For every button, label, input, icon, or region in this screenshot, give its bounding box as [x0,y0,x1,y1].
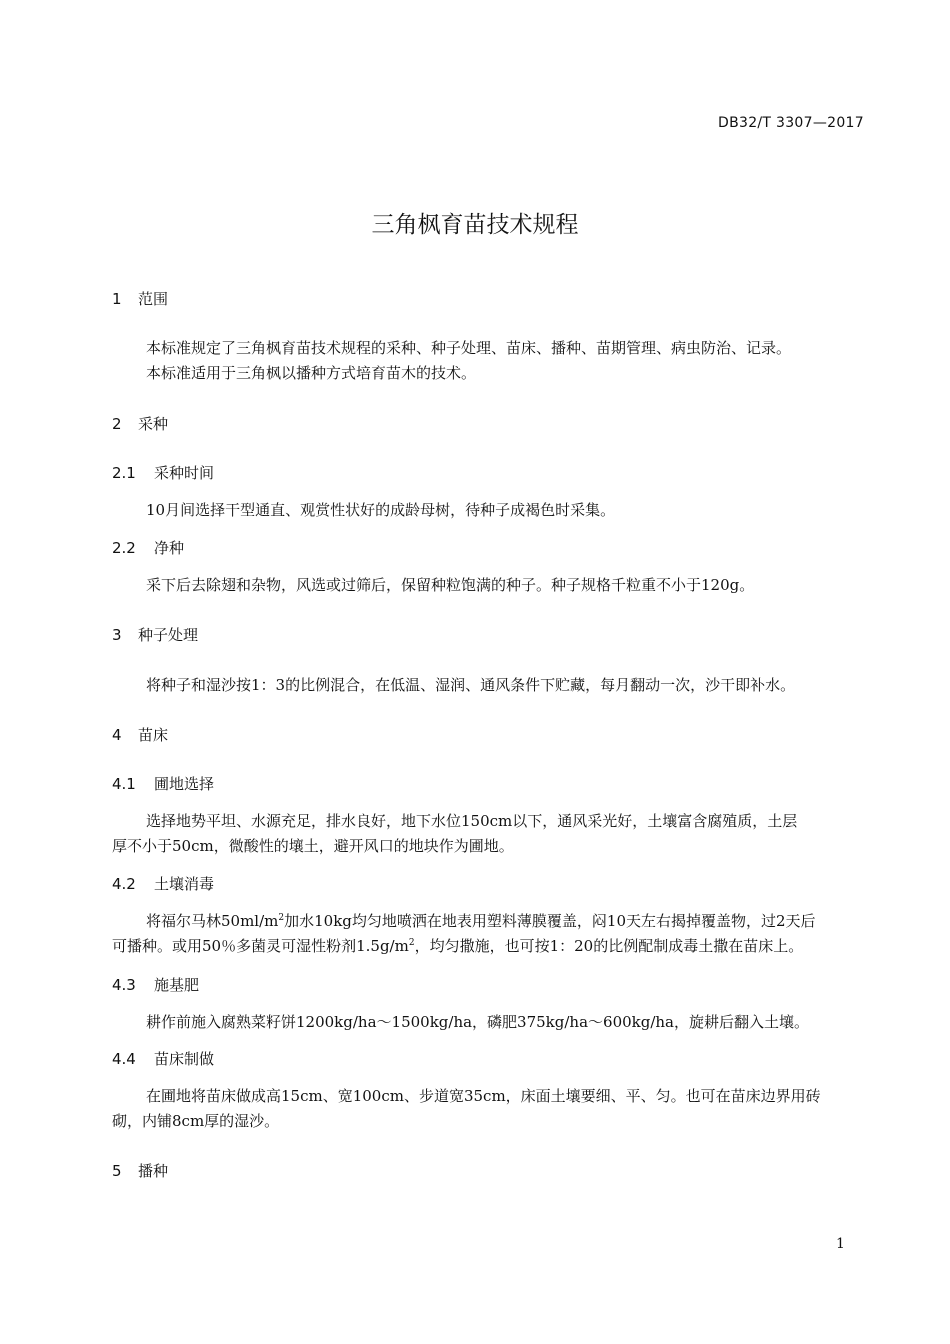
section-title: 圃地选择 [154,775,215,793]
paragraph-line: 选择地势平坦、水源充足，排水良好，地下水位150cm以下，通风采光好，土壤富含腐殖质，土层 [146,812,798,830]
section-title: 采种 [138,415,169,433]
section-number: 4 [112,726,122,744]
section-2-2-heading [112,537,184,558]
section-title: 范围 [138,290,169,308]
section-2-heading [112,413,168,434]
section-4-4-heading [112,1048,214,1069]
paragraph: 采下后去除翅和杂物，风选或过筛后，保留种粒饱满的种子。种子规格千粒重不小于120g。 [146,576,755,594]
page-number: 1 [836,1236,845,1252]
paragraph: 本标准适用于三角枫以播种方式培育苗木的技术。 [146,364,477,382]
superscript: 2 [278,913,285,923]
paragraph: 耕作前施入腐熟菜籽饼1200kg/ha～1500kg/ha，磷肥375kg/ha～600kg/ha，旋耕后翻入土壤。 [146,1013,810,1031]
section-4-1-heading [112,773,214,794]
paragraph-line [112,934,858,959]
section-number: 2.2 [112,539,136,557]
section-number: 4.4 [112,1050,136,1068]
section-3-heading [112,624,198,645]
section-number: 3 [112,626,122,644]
section-number: 4.1 [112,775,136,793]
section-number: 2 [112,415,122,433]
section-5-heading [112,1160,168,1181]
section-4-heading [112,724,168,745]
section-title: 播种 [138,1162,169,1180]
paragraph-line: 在圃地将苗床做成高15cm、宽100cm、步道宽35cm，床面土壤要细、平、匀。也可在苗床边界用砖 [146,1087,821,1105]
document-title: 三角枫育苗技术规程 [371,212,579,238]
paragraph-line [112,909,858,934]
section-2-1-heading [112,462,214,483]
section-number: 5 [112,1162,122,1180]
section-number: 2.1 [112,464,136,482]
text-run: 可播种。或用50％多菌灵可湿性粉剂1.5g/m [112,937,409,955]
text-run: ，均匀撒施，也可按1：20的比例配制成毒土撒在苗床上。 [414,937,804,955]
section-number: 1 [112,290,122,308]
section-number: 4.3 [112,976,136,994]
paragraph: 本标准规定了三角枫育苗技术规程的采种、种子处理、苗床、播种、苗期管理、病虫防治、记录。 [146,339,792,357]
paragraph-line: 砌，内铺8cm厚的湿沙。 [112,1112,280,1130]
section-title: 施基肥 [154,976,200,994]
text-run: 加水10kg均匀地喷洒在地表用塑料薄膜覆盖，闷10天左右揭掉覆盖物，过2天后 [284,912,816,930]
section-4-3-heading [112,974,199,995]
section-title: 土壤消毒 [154,875,215,893]
section-title: 苗床 [138,726,169,744]
section-number: 4.2 [112,875,136,893]
paragraph: 10月间选择干型通直、观赏性状好的成龄母树，待种子成褐色时采集。 [146,501,616,519]
text-run: 将福尔马林50ml/m [146,912,279,930]
section-4-2-heading [112,873,214,894]
section-title: 苗床制做 [154,1050,215,1068]
section-title: 种子处理 [138,626,199,644]
paragraph-line: 厚不小于50cm，微酸性的壤土，避开风口的地块作为圃地。 [112,837,514,855]
section-title: 采种时间 [154,464,215,482]
standard-number: DB32/T 3307—2017 [718,115,864,131]
section-1-heading [112,288,168,309]
section-title: 净种 [154,539,185,557]
paragraph: 将种子和湿沙按1：3的比例混合，在低温、湿润、通风条件下贮藏，每月翻动一次，沙干即补水。 [146,676,796,694]
superscript: 2 [408,938,415,948]
